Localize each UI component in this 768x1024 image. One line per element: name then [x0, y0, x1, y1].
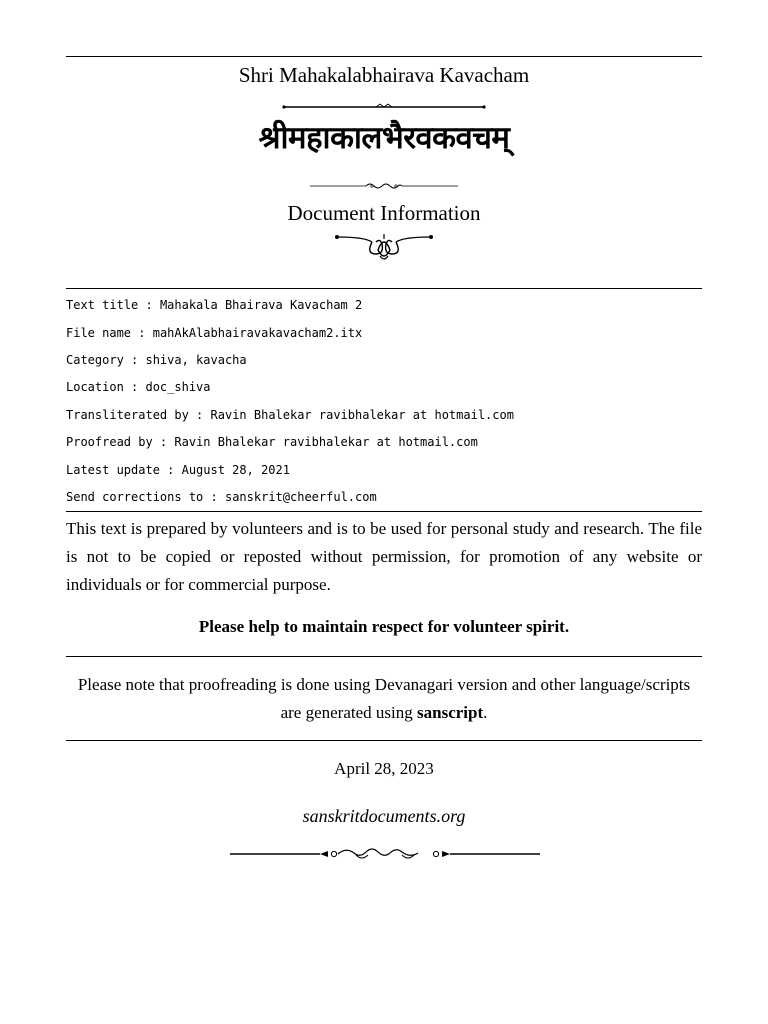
- info-value: mahAkAlabhairavakavacham2.itx: [152, 326, 363, 340]
- info-label: Proofread by: [66, 435, 153, 449]
- info-value: August 28, 2021: [181, 463, 290, 477]
- info-send-corrections: Send corrections to : sanskrit@cheerful.com: [66, 490, 377, 504]
- info-label: Text title: [66, 298, 139, 312]
- info-label: Location: [66, 380, 124, 394]
- top-rule: [66, 56, 702, 57]
- info-bottom-rule: [66, 511, 702, 512]
- proofreading-text: Please note that proofreading is done using Devanagari version and other language/scripts are generated using: [77, 675, 691, 722]
- info-value: Ravin Bhalekar ravibhalekar at hotmail.com: [210, 408, 514, 422]
- info-location: Location : doc_shiva: [66, 380, 211, 394]
- info-value: Ravin Bhalekar ravibhalekar at hotmail.com: [174, 435, 478, 449]
- footer-ornament-icon: [228, 847, 542, 861]
- footer-rule: [66, 740, 702, 741]
- section-title: Document Information: [287, 201, 481, 225]
- info-value: sanskrit@cheerful.com: [224, 490, 377, 504]
- site-name: sanskritdocuments.org: [302, 806, 466, 826]
- document-date: April 28, 2023: [334, 759, 434, 778]
- notice-rule: [66, 656, 702, 657]
- info-proofread-by: Proofread by : Ravin Bhalekar ravibhalekar at hotmail.com: [66, 435, 478, 449]
- divider-ornament-upper: [280, 102, 488, 112]
- info-value: doc_shiva: [145, 380, 211, 394]
- document-page: [66, 0, 702, 1024]
- title-devanagari: श्रीमहाकालभैरवकवचम्: [258, 120, 510, 156]
- info-label: File name: [66, 326, 132, 340]
- respect-notice: Please help to maintain respect for volunteer spirit.: [198, 617, 570, 636]
- proofreading-note: [66, 671, 702, 727]
- info-text-title: Text title : Mahakala Bhairava Kavacham 2: [66, 298, 363, 312]
- info-label: Category: [66, 353, 124, 367]
- title-english: Shri Mahakalabhairava Kavacham: [238, 63, 530, 87]
- sanscript-tool: sanscript: [417, 703, 484, 722]
- info-transliterated-by: Transliterated by : Ravin Bhalekar ravibhalekar at hotmail.com: [66, 408, 514, 422]
- info-value: shiva, kavacha: [145, 353, 247, 367]
- info-label: Send corrections to: [66, 490, 204, 504]
- info-category: Category : shiva, kavacha: [66, 353, 247, 367]
- info-label: Latest update: [66, 463, 160, 477]
- info-value: Mahakala Bhairava Kavacham 2: [159, 298, 363, 312]
- info-top-rule: [66, 288, 702, 289]
- info-file-name: File name : mahAkAlabhairavakavacham2.itx: [66, 326, 363, 340]
- info-label: Transliterated by: [66, 408, 189, 422]
- flourish-ornament-icon: [334, 228, 434, 264]
- proofreading-period: .: [483, 703, 488, 722]
- divider-ornament-lower: [308, 181, 460, 191]
- notice-paragraph: This text is prepared by volunteers and is to be used for personal study and research. The file is not to be copied or reposted without permission, for promotion of any website or individuals or for commercial purpose.: [66, 519, 702, 594]
- info-latest-update: Latest update : August 28, 2021: [66, 463, 290, 477]
